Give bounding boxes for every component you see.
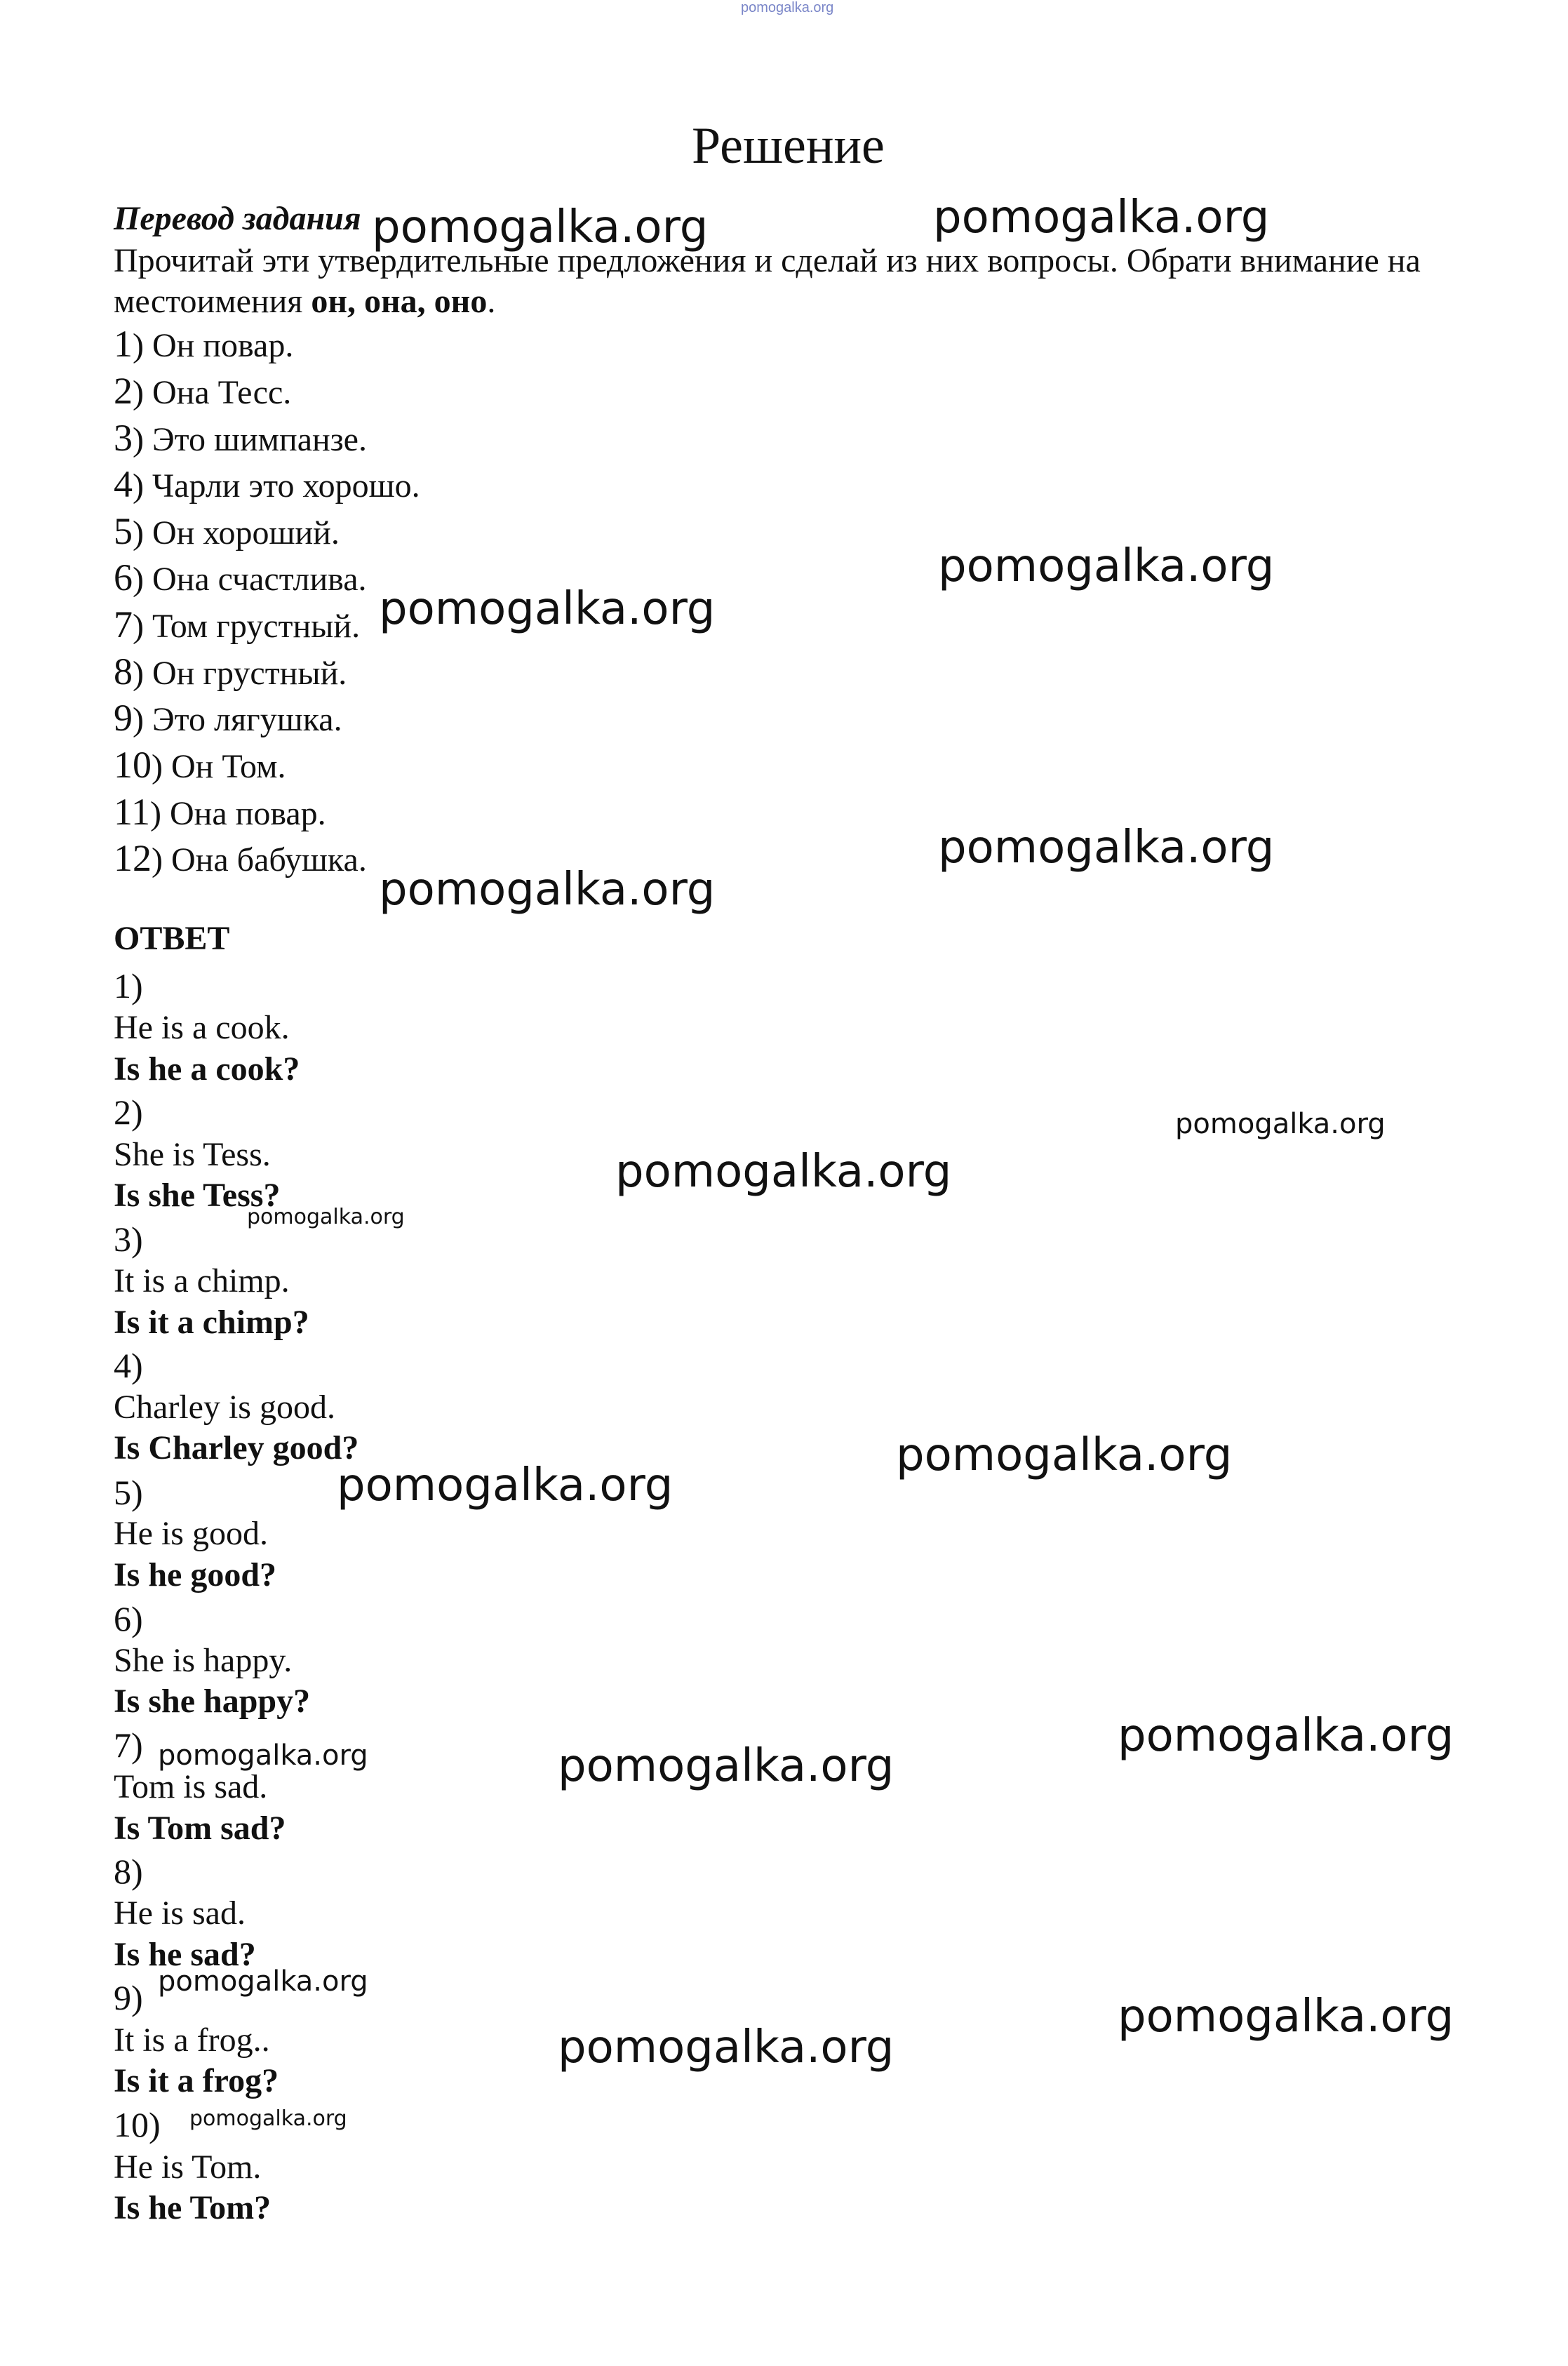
answer-statement: He is Tom.: [114, 2148, 262, 2186]
answer-number: 10): [114, 2105, 161, 2144]
answer-statement: He is a cook.: [114, 1009, 290, 1046]
item-number: 11: [114, 791, 150, 833]
watermark: pomogalka.org: [189, 2106, 347, 2131]
watermark: pomogalka.org: [938, 540, 1275, 592]
item-text: ) Это шимпанзе.: [133, 421, 367, 458]
answer-statement: Tom is sad.: [114, 1768, 268, 1805]
answer-question: Is she Tess?: [114, 1177, 281, 1214]
item-number: 2: [114, 370, 133, 412]
answer-number: 1): [114, 966, 143, 1005]
answer-statement: She is happy.: [114, 1642, 293, 1679]
item-number: 3: [114, 417, 133, 459]
answer-question: Is it a frog?: [114, 2062, 279, 2099]
item-number: 4: [114, 463, 133, 505]
item-number: 7: [114, 603, 133, 646]
answer-question: Is he good?: [114, 1556, 277, 1593]
item-text: ) Он грустный.: [133, 655, 347, 692]
answer-question: Is he a cook?: [114, 1050, 300, 1088]
answer-statement: It is a frog..: [114, 2021, 270, 2059]
answer-question: Is Tom sad?: [114, 1810, 286, 1847]
task-item: [114, 463, 420, 507]
watermark: pomogalka.org: [896, 1429, 1233, 1481]
item-text: ) Том грустный.: [133, 608, 361, 645]
watermark: pomogalka.org: [379, 583, 716, 635]
watermark: pomogalka.org: [158, 1739, 368, 1772]
answer-statement: It is a chimp.: [114, 1262, 290, 1299]
answer-number: 6): [114, 1599, 143, 1638]
watermark: pomogalka.org: [615, 1146, 952, 1198]
item-text: ) Она повар.: [150, 795, 326, 832]
answer-question: Is she happy?: [114, 1683, 311, 1720]
item-text: ) Она бабушка.: [152, 841, 367, 878]
item-number: 9: [114, 697, 133, 739]
instruction-period: .: [487, 283, 496, 320]
instruction-text: Прочитай эти утвердительные предложения и сделай из них вопросы. Обрати внимание на местоимения: [114, 242, 1421, 320]
answer-number: 3): [114, 1219, 143, 1259]
item-number: 1: [114, 323, 133, 365]
answer-question: Is he Tom?: [114, 2189, 272, 2226]
task-item: [114, 697, 342, 741]
top-watermark: pomogalka.org: [741, 0, 834, 15]
watermark: pomogalka.org: [1175, 1108, 1386, 1140]
watermark: pomogalka.org: [1118, 1710, 1454, 1762]
answer-question: Is Charley good?: [114, 1429, 359, 1466]
watermark: pomogalka.org: [938, 822, 1275, 874]
answer-question: Is he sad?: [114, 1936, 256, 1973]
page-title: Решение: [692, 117, 885, 175]
task-item: [114, 744, 286, 788]
answer-number: 7): [114, 1725, 143, 1765]
answer-number: 2): [114, 1092, 143, 1132]
task-item: [114, 791, 326, 835]
item-number: 5: [114, 510, 133, 552]
item-text: ) Он Том.: [152, 748, 286, 785]
task-item: [114, 323, 293, 367]
task-item: [114, 370, 291, 414]
watermark: pomogalka.org: [247, 1205, 405, 1229]
item-text: ) Она счастлива.: [133, 561, 367, 598]
item-text: ) Это лягушка.: [133, 701, 342, 738]
answer-heading: ОТВЕТ: [114, 920, 230, 957]
answer-number: 9): [114, 1978, 143, 2017]
instruction-pronouns: он, она, оно: [311, 283, 488, 320]
task-item: [114, 837, 367, 881]
task-item: [114, 650, 347, 695]
item-text: ) Она Тесс.: [133, 374, 292, 411]
item-number: 12: [114, 837, 152, 879]
answer-statement: Charley is good.: [114, 1389, 335, 1426]
answer-statement: She is Tess.: [114, 1136, 271, 1173]
task-instruction: [114, 241, 1489, 322]
task-item: [114, 510, 340, 554]
item-text: ) Чарли это хорошо.: [133, 467, 420, 504]
item-number: 8: [114, 650, 133, 693]
task-item: [114, 603, 360, 648]
watermark: pomogalka.org: [1118, 1991, 1454, 2043]
answer-number: 8): [114, 1852, 143, 1891]
item-number: 6: [114, 556, 133, 599]
task-item: [114, 556, 367, 601]
task-heading: Перевод задания: [114, 200, 361, 237]
task-item: [114, 417, 367, 461]
watermark: pomogalka.org: [372, 201, 709, 253]
answer-number: 5): [114, 1473, 143, 1512]
answer-statement: He is good.: [114, 1515, 268, 1552]
watermark: pomogalka.org: [558, 2021, 894, 2073]
watermark: pomogalka.org: [158, 1965, 368, 1998]
watermark: pomogalka.org: [379, 864, 716, 916]
watermark: pomogalka.org: [933, 192, 1270, 243]
answer-number: 4): [114, 1346, 143, 1385]
answer-statement: He is sad.: [114, 1894, 246, 1932]
item-number: 10: [114, 744, 152, 786]
item-text: ) Он повар.: [133, 327, 294, 364]
watermark: pomogalka.org: [337, 1459, 674, 1511]
item-text: ) Он хороший.: [133, 514, 340, 552]
watermark: pomogalka.org: [558, 1740, 894, 1792]
answer-question: Is it a chimp?: [114, 1304, 309, 1341]
